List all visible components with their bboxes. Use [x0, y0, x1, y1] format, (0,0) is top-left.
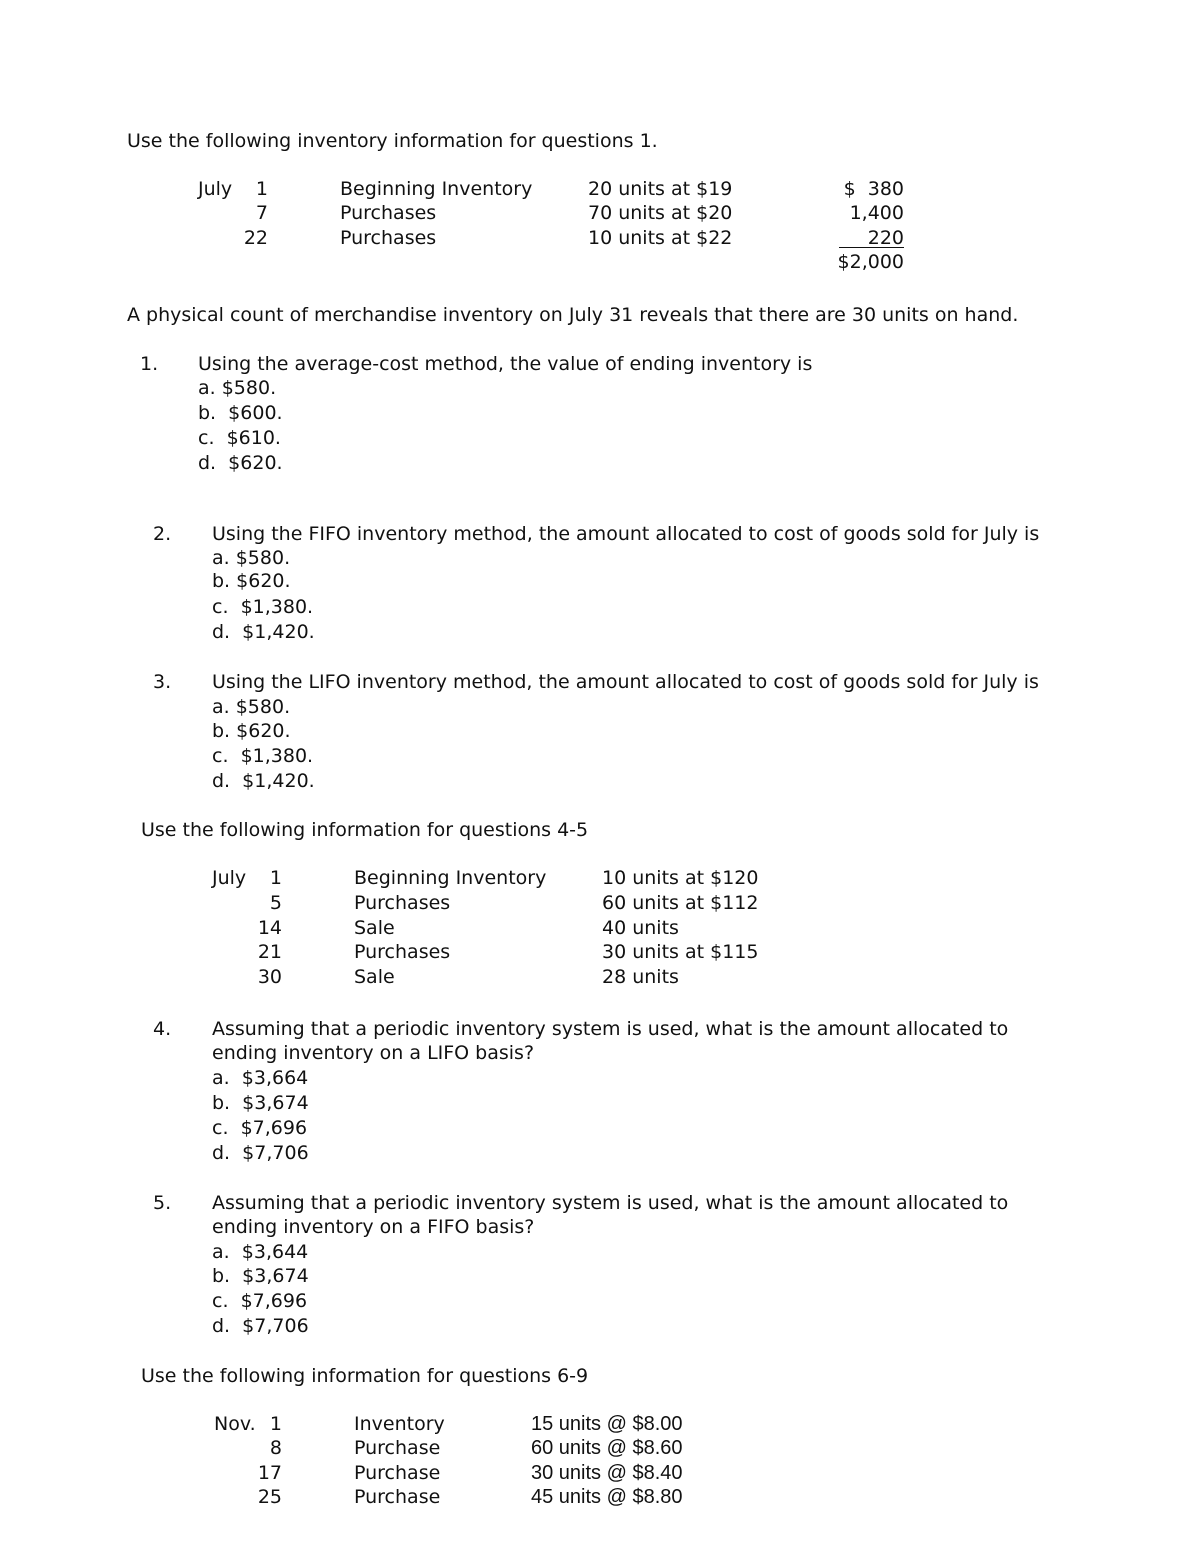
table3-month: Nov. — [214, 1413, 256, 1435]
question-text: Using the FIFO inventory method, the amount allocated to cost of goods sold for July is — [212, 523, 1040, 545]
table1-units: 20 units at $19 — [588, 178, 733, 200]
answer-option: d. $620. — [198, 452, 283, 474]
table1-units: 10 units at $22 — [588, 227, 733, 249]
table3-day: 1 — [269, 1413, 282, 1435]
answer-option: c. $1,380. — [212, 745, 314, 767]
table2-desc: Beginning Inventory — [354, 867, 547, 889]
section3-intro: Use the following information for questions 6-9 — [141, 1365, 589, 1387]
table2-day: 1 — [269, 867, 282, 889]
table1-month: July — [198, 178, 233, 200]
question-text: Using the LIFO inventory method, the amount allocated to cost of goods sold for July is — [212, 671, 1039, 693]
question-number: 5. — [153, 1192, 172, 1214]
table1-amount: 1,400 — [849, 202, 904, 224]
question-number: 4. — [153, 1018, 172, 1040]
section2-intro: Use the following information for questions 4-5 — [141, 819, 589, 841]
answer-option: b. $620. — [212, 570, 291, 592]
answer-option: d. $7,706 — [212, 1142, 309, 1164]
table2-units: 40 units — [602, 917, 679, 939]
table3-units: 30 units @ $8.40 — [531, 1462, 683, 1484]
section1-note: A physical count of merchandise inventory on July 31 reveals that there are 30 units on hand. — [127, 304, 1019, 326]
question-text: Using the average-cost method, the value of ending inventory is — [198, 353, 813, 375]
question-text: Assuming that a periodic inventory system is used, what is the amount allocated to — [212, 1018, 1009, 1040]
table2-desc: Sale — [354, 917, 395, 939]
table2-day: 21 — [257, 941, 282, 963]
answer-option: a. $3,644 — [212, 1241, 309, 1263]
table2-desc: Purchases — [354, 892, 451, 914]
answer-option: a. $580. — [198, 377, 277, 399]
table1-units: 70 units at $20 — [588, 202, 733, 224]
table3-desc: Purchase — [354, 1486, 441, 1508]
answer-option: c. $7,696 — [212, 1117, 308, 1139]
table1-desc: Purchases — [340, 227, 437, 249]
answer-option: a. $3,664 — [212, 1067, 309, 1089]
table3-units: 60 units @ $8.60 — [531, 1437, 683, 1459]
table3-units: 45 units @ $8.80 — [531, 1486, 683, 1508]
table2-day: 14 — [257, 917, 282, 939]
answer-option: d. $1,420. — [212, 770, 315, 792]
answer-option: b. $3,674 — [212, 1265, 309, 1287]
answer-option: d. $1,420. — [212, 621, 315, 643]
table1-total: $2,000 — [837, 251, 904, 273]
section1-intro: Use the following inventory information for questions 1. — [127, 130, 658, 152]
table1-amount: 220 — [867, 227, 904, 249]
table3-desc: Purchase — [354, 1462, 441, 1484]
table3-units: 15 units @ $8.00 — [531, 1413, 683, 1435]
table3-desc: Inventory — [354, 1413, 445, 1435]
table1-desc: Beginning Inventory — [340, 178, 533, 200]
table2-units: 30 units at $115 — [602, 941, 759, 963]
table2-day: 5 — [269, 892, 282, 914]
answer-option: c. $610. — [198, 427, 281, 449]
table2-month: July — [212, 867, 247, 889]
answer-option: a. $580. — [212, 696, 291, 718]
table2-desc: Purchases — [354, 941, 451, 963]
answer-option: b. $600. — [198, 402, 283, 424]
question-number: 3. — [153, 671, 172, 693]
table3-day: 17 — [257, 1462, 282, 1484]
table2-desc: Sale — [354, 966, 395, 988]
question-text: ending inventory on a LIFO basis? — [212, 1042, 535, 1064]
question-text: Assuming that a periodic inventory system is used, what is the amount allocated to — [212, 1192, 1009, 1214]
question-number: 2. — [153, 523, 172, 545]
table2-units: 60 units at $112 — [602, 892, 759, 914]
answer-option: c. $1,380. — [212, 596, 314, 618]
table2-units: 28 units — [602, 966, 679, 988]
question-number: 1. — [140, 353, 159, 375]
table3-day: 25 — [257, 1486, 282, 1508]
table3-desc: Purchase — [354, 1437, 441, 1459]
table2-units: 10 units at $120 — [602, 867, 759, 889]
table1-day: 1 — [255, 178, 268, 200]
table1-day: 7 — [255, 202, 268, 224]
answer-option: a. $580. — [212, 547, 291, 569]
answer-option: d. $7,706 — [212, 1315, 309, 1337]
answer-option: c. $7,696 — [212, 1290, 308, 1312]
table2-day: 30 — [257, 966, 282, 988]
table3-day: 8 — [269, 1437, 282, 1459]
table1-day: 22 — [243, 227, 268, 249]
table1-amount: $ 380 — [843, 178, 904, 200]
answer-option: b. $3,674 — [212, 1092, 309, 1114]
answer-option: b. $620. — [212, 720, 291, 742]
table1-desc: Purchases — [340, 202, 437, 224]
question-text: ending inventory on a FIFO basis? — [212, 1216, 535, 1238]
